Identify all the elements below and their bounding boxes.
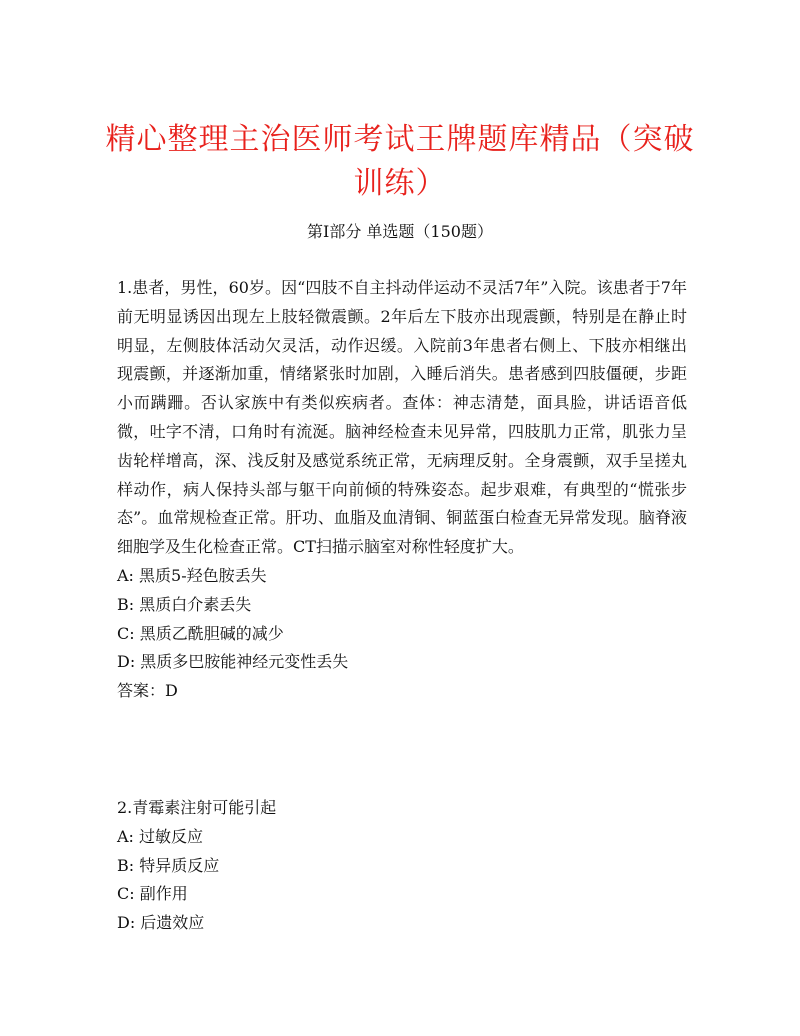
question-2-stem: 2.青霉素注射可能引起 — [117, 798, 277, 817]
question-2-option-d: D: 后遗效应 — [117, 913, 205, 933]
question-2-option-a: A: 过敏反应 — [117, 826, 204, 846]
question-2 — [117, 794, 687, 938]
question-1-option-c: C: 黑质乙酰胆碱的减少 — [117, 623, 284, 643]
question-2-option-c: C: 副作用 — [117, 884, 188, 904]
question-1-option-d: D: 黑质多巴胺能神经元变性丢失 — [117, 652, 349, 672]
question-1 — [117, 274, 687, 706]
question-1-option-a: A: 黑质5-羟色胺丢失 — [117, 565, 267, 585]
question-1-answer: 答案：D — [117, 681, 178, 701]
question-1-option-b: B: 黑质白介素丢失 — [117, 594, 252, 614]
section-heading: 第I部分 单选题（150题） — [307, 222, 493, 241]
question-1-stem: 1.患者，男性，60岁。因“四肢不自主抖动伴运动不灵活7年”入院。该患者于7年前无明显诱因出现左上肢轻微震颤。2年后左下肢亦出现震颤，特别是在静止时明显，左侧肢体活动欠灵活，动作迟缓。入院前3年患者右侧上、下肢亦相继出现震颤，并逐渐加重，情绪紧张时加剧，入睡后消失。患者感到四肢僵硬，步距小而蹒跚。否认家族中有类似疾病者。查体：神志清楚，面具脸，讲话语音低微，吐字不清，口角时有流涎。脑神经检查未见异常，四肢肌力正常，肌张力呈齿轮样增高，深、浅反射及感觉系统正常，无病理反射。全身震颤，双手呈搓丸样动作，病人保持头部与躯干向前倾的特殊姿态。起步艰难，有典型的“慌张步态”。血常规检查正常。肝功、血脂及血清铜、铜蓝蛋白检查无异常发现。脑脊液细胞学及生化检查正常。CT扫描示脑室对称性轻度扩大。 — [117, 278, 687, 557]
document-title: 精心整理主治医师考试王牌题库精品（突破训练） — [105, 122, 695, 201]
question-2-option-b: B: 特异质反应 — [117, 855, 220, 875]
